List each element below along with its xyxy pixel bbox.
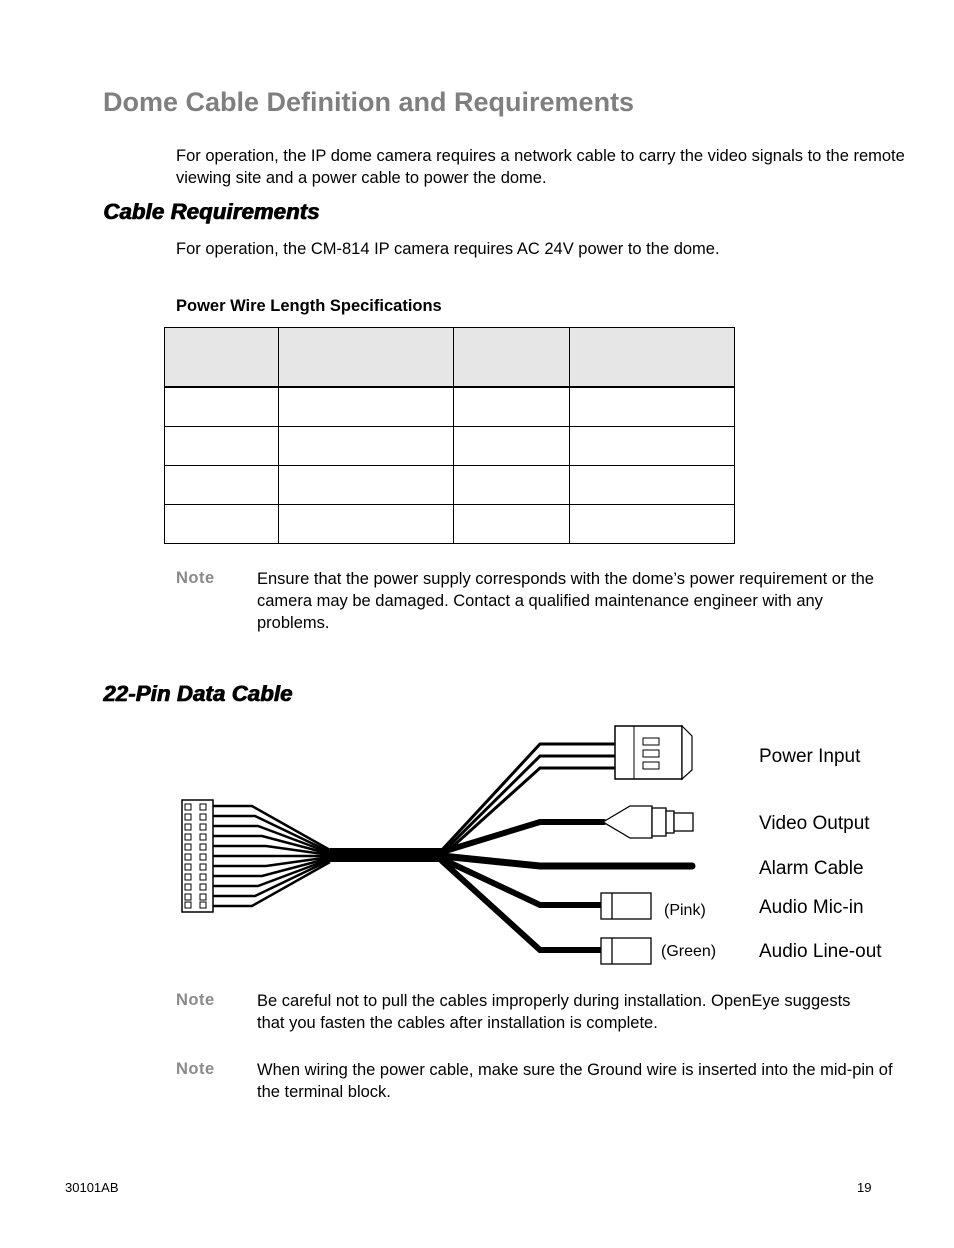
table-row	[165, 466, 735, 505]
label-audio-line-out: Audio Line-out	[759, 941, 882, 962]
table-cell	[454, 387, 569, 427]
label-green: (Green)	[661, 943, 717, 960]
label-video-output: Video Output	[759, 813, 870, 834]
table-cell	[279, 505, 454, 544]
table-cell	[454, 505, 569, 544]
table-cell	[279, 387, 454, 427]
table-header-cell	[279, 328, 454, 388]
table-cell	[569, 505, 734, 544]
table-header-row	[165, 328, 735, 388]
data-cable-heading: 22-Pin Data Cable	[103, 681, 293, 706]
pin-connector	[182, 800, 213, 912]
footer-doc-id: 30101AB	[65, 1180, 119, 1195]
table-title: Power Wire Length Specifications	[176, 297, 442, 315]
footer-page-number: 19	[857, 1180, 872, 1195]
table-cell	[165, 387, 279, 427]
table-header-cell	[569, 328, 734, 388]
table-header-cell	[165, 328, 279, 388]
table-header-cell	[454, 328, 569, 388]
cable-trunk	[330, 848, 442, 862]
power-terminal-block	[615, 726, 692, 779]
table-cell	[569, 427, 734, 466]
power-wire-length-table	[164, 327, 735, 544]
note-label: Note	[176, 1060, 215, 1078]
page-title: Dome Cable Definition and Requirements	[103, 87, 635, 117]
label-alarm-cable: Alarm Cable	[759, 858, 864, 879]
table-cell	[454, 466, 569, 505]
note-text-power: Ensure that the power supply corresponds with the dome’s power requirement or the camera may be damaged. Contact a qualified maintenance engineer with any problems.	[257, 570, 874, 632]
note-text-ground: When wiring the power cable, make sure the Ground wire is inserted into the mid-pin of the terminal block.	[257, 1061, 893, 1101]
note-label: Note	[176, 991, 215, 1009]
cable-diagram	[0, 700, 954, 980]
note-label: Note	[176, 569, 215, 587]
audio-connectors	[601, 893, 651, 964]
connector-wires	[213, 806, 330, 906]
intro-paragraph: For operation, the IP dome camera requires a network cable to carry the video signals to the remote viewing site and a power cable to power the dome.	[176, 147, 905, 187]
cable-requirements-text: For operation, the CM-814 IP camera requires AC 24V power to the dome.	[176, 240, 720, 258]
note-text-cables: Be careful not to pull the cables improperly during installation. OpenEye suggests that you fasten the cables after installation is complete.	[257, 992, 851, 1032]
table-cell	[165, 466, 279, 505]
table-row	[165, 427, 735, 466]
label-power-input: Power Input	[759, 746, 861, 767]
table-cell	[165, 505, 279, 544]
label-audio-mic-in: Audio Mic-in	[759, 897, 864, 918]
table-cell	[279, 427, 454, 466]
bnc-connector	[603, 806, 693, 838]
label-pink: (Pink)	[664, 902, 706, 919]
table-row	[165, 387, 735, 427]
table-cell	[165, 427, 279, 466]
table-cell	[569, 466, 734, 505]
table-cell	[279, 466, 454, 505]
cable-requirements-heading: Cable Requirements	[103, 199, 320, 224]
table-row	[165, 505, 735, 544]
table-cell	[454, 427, 569, 466]
table-cell	[569, 387, 734, 427]
